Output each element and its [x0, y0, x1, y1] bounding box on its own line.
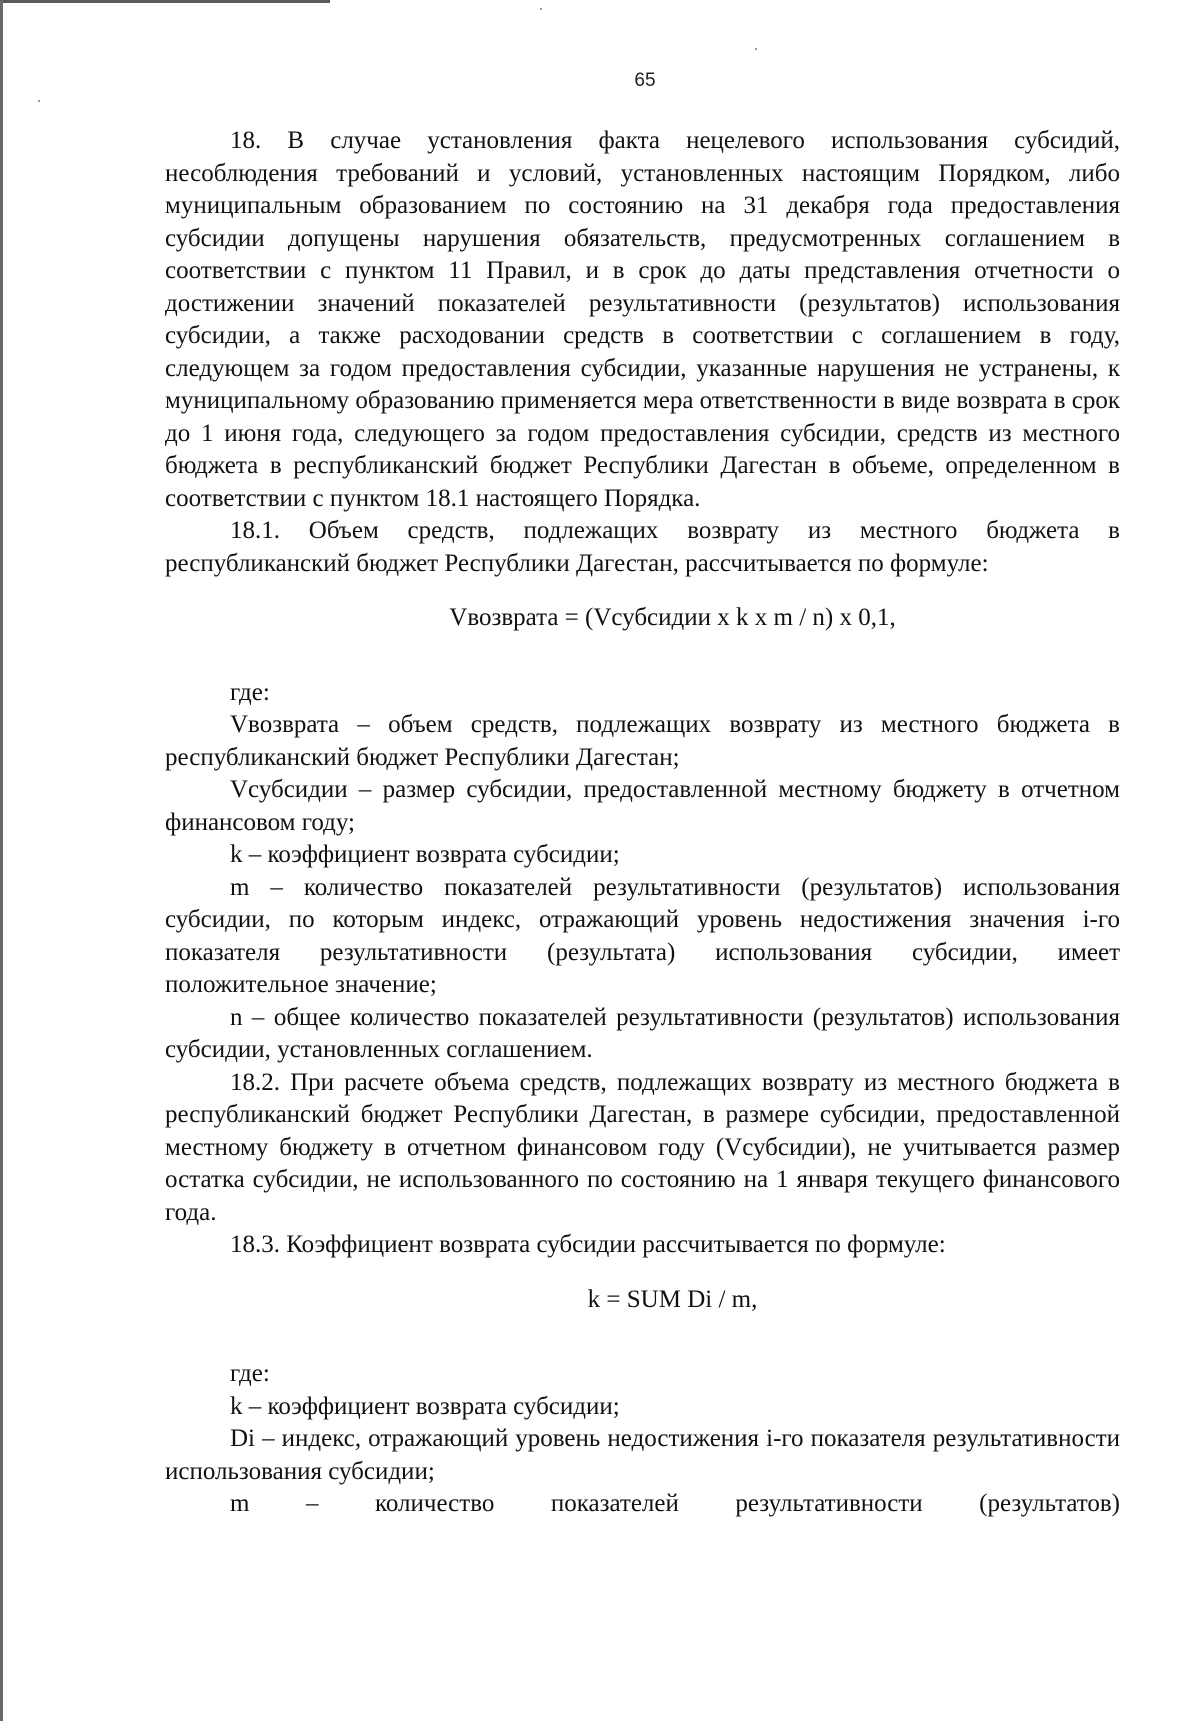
- definition-vsubsidii: Vсубсидии – размер субсидии, предоставленной местному бюджету в отчетном финансовом году;: [165, 776, 1120, 836]
- scan-edge-left: [0, 0, 3, 1721]
- definition-m: m – количество показателей результативности (результатов) использования субсидии, по которым индекс, отражающий уровень недостижения значения i-го показателя результативности (результата) использования субсидии, имеет положительное значение;: [165, 873, 1120, 998]
- scan-speck: [540, 8, 542, 10]
- document-body: [165, 125, 1120, 1521]
- page-number: 65: [634, 70, 656, 91]
- definition-n: n – общее количество показателей результативности (результатов) использования субсидии, установленных соглашением.: [165, 1003, 1120, 1063]
- scan-speck: [38, 100, 40, 102]
- formula-return-coefficient: k = SUM Di / m,: [587, 1285, 758, 1313]
- paragraph-18-2: 18.2. При расчете объема средств, подлежащих возврату из местного бюджета в республиканский бюджет Республики Дагестан, в размере субсидии, предоставленной местному бюджету в отчетном финансовом году (Vсубсидии), не учитывается размер остатка субсидии, не использованного по состоянию на 1 января текущего финансового года.: [165, 1068, 1120, 1226]
- formula-return-volume: Vвозврата = (Vсубсидии x k x m / n) x 0,1,: [449, 604, 896, 631]
- where-label: где:: [230, 678, 270, 706]
- definition-vvozvrata: Vвозврата – объем средств, подлежащих возврату из местного бюджета в республиканский бюджет Республики Дагестан;: [165, 711, 1120, 771]
- definition-k: k – коэффициент возврата субсидии;: [230, 1392, 620, 1420]
- where-label: где:: [230, 1360, 270, 1387]
- definition-k: k – коэффициент возврата субсидии;: [230, 841, 620, 868]
- paragraph-18-1: 18.1. Объем средств, подлежащих возврату из местного бюджета в республиканский бюджет Республики Дагестан, рассчитывается по формуле:: [165, 517, 1120, 577]
- scan-edge-top: [0, 0, 330, 3]
- paragraph-18: 18. В случае установления факта нецелевого использования субсидий, несоблюдения требований и условий, установленных настоящим Порядком, либо муниципальным образованием по состоянию на 31 декабря года предоставления субсидии допущены нарушения обязательств, предусмотренных соглашением в соответствии с пунктом 11 Правил, и в срок до даты представления отчетности о достижении значений показателей результативности (результатов) использования субсидии, а также расходовании средств в соответствии с соглашением в году, следующем за годом предоставления субсидии, указанные нарушения не устранены, к муниципальному образованию применяется мера ответственности в виде возврата в срок до 1 июня года, следующего за годом предоставления субсидии, средств из местного бюджета в республиканский бюджет Республики Дагестан в объеме, определенном в соответствии с пунктом 18.1 настоящего Порядка.: [165, 127, 1120, 512]
- scan-speck: [755, 48, 757, 50]
- definition-di: Di – индекс, отражающий уровень недостижения i-го показателя результативности использования субсидии;: [165, 1425, 1120, 1485]
- paragraph-18-3: 18.3. Коэффициент возврата субсидии рассчитывается по формуле:: [230, 1231, 946, 1258]
- definition-m: m – количество показателей результативности (результатов): [230, 1490, 1120, 1517]
